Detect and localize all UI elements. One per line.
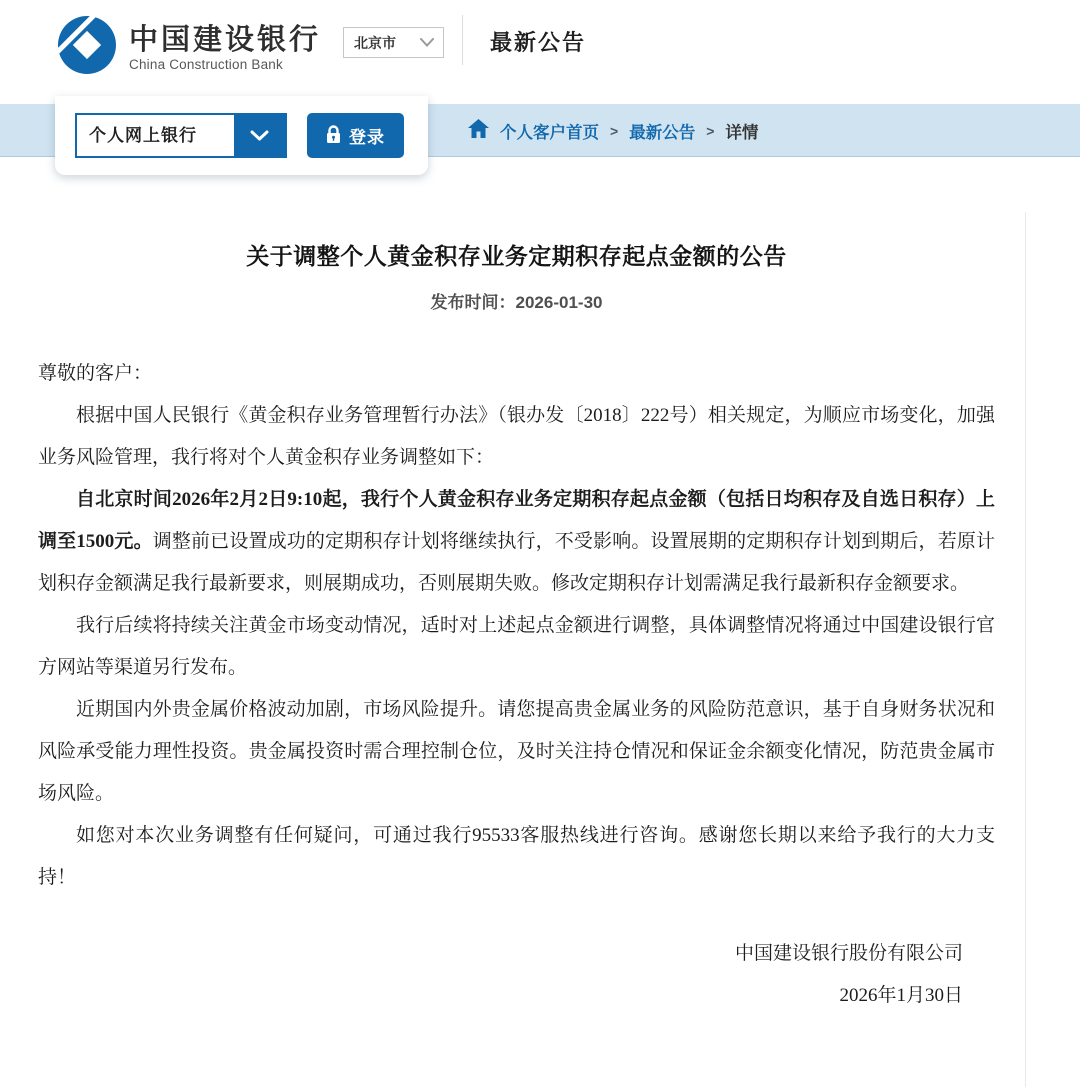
signature-date: 2026年1月30日 xyxy=(839,985,963,1006)
ccb-logo-link[interactable] xyxy=(55,13,321,82)
login-card xyxy=(55,96,428,175)
login-button-label: 登录 xyxy=(349,128,385,147)
paragraph-bold-run: 自北京时间2026年2月2日9:10起，我行个人黄金积存业务定期积存起点金额（包括日均积存及自选日积存）上调至1500元。 xyxy=(38,489,995,552)
paragraph-text: 近期国内外贵金属价格波动加剧，市场风险提升。请您提高贵金属业务的风险防范意识，基于自身财务状况和风险承受能力理性投资。贵金属投资时需合理控制仓位，及时关注持仓情况和保证金余额变化情况，防范贵金属市场风险。 xyxy=(38,699,995,804)
channel-select[interactable] xyxy=(75,113,287,158)
paragraph-text: 我行后续将持续关注黄金市场变动情况，适时对上述起点金额进行调整，具体调整情况将通过中国建设银行官方网站等渠道另行发布。 xyxy=(38,615,995,678)
publish-date-value: 2026-01-30 xyxy=(515,293,603,312)
paragraph xyxy=(38,395,995,479)
breadcrumb-current: 详情 xyxy=(725,123,759,142)
bank-name-cn: 中国建设银行 xyxy=(129,23,322,56)
channel-select-value: 个人网上银行 xyxy=(89,126,197,145)
bank-name-en: China Construction Bank xyxy=(129,56,283,72)
site-section-title: 最新公告 xyxy=(490,30,587,55)
signature-block xyxy=(38,933,995,1017)
content-right-border xyxy=(1025,212,1026,1087)
bank-name xyxy=(129,24,321,72)
paragraph xyxy=(38,479,995,605)
paragraph xyxy=(38,689,995,815)
paragraph-text: 根据中国人民银行《黄金积存业务管理暂行办法》（银办发〔2018〕222号）相关规定，为顺应市场变化，加强业务风险管理，我行将对个人黄金积存业务调整如下： xyxy=(38,405,995,468)
breadcrumb-separator: > xyxy=(610,122,619,139)
paragraph xyxy=(38,605,995,689)
chevron-down-icon xyxy=(420,34,434,52)
announcement-title: 关于调整个人黄金积存业务定期积存起点金额的公告 xyxy=(246,244,787,269)
publish-date-line xyxy=(38,288,995,313)
region-select-value: 北京市 xyxy=(354,34,396,51)
chevron-down-icon[interactable] xyxy=(234,115,285,156)
breadcrumb-home-link[interactable]: 个人客户首页 xyxy=(500,123,599,142)
signature-company: 中国建设银行股份有限公司 xyxy=(734,943,963,964)
breadcrumb-separator: > xyxy=(706,122,715,139)
region-select[interactable] xyxy=(343,27,444,58)
ccb-logo-icon xyxy=(55,13,119,82)
header-divider xyxy=(462,15,463,65)
home-icon[interactable] xyxy=(468,119,489,143)
salutation: 尊敬的客户： xyxy=(38,363,153,384)
breadcrumb-section-link[interactable]: 最新公告 xyxy=(629,123,696,142)
announcement-article xyxy=(38,212,1023,1017)
paragraph-text: 如您对本次业务调整有任何疑问，可通过我行95533客服热线进行咨询。感谢您长期以来给予我行的大力支持！ xyxy=(38,825,995,888)
announcement-body xyxy=(38,353,995,899)
breadcrumb xyxy=(468,104,758,157)
publish-date-label: 发布时间： xyxy=(430,293,516,312)
lock-icon xyxy=(326,125,341,147)
site-header xyxy=(0,0,1080,104)
login-button[interactable] xyxy=(307,113,404,158)
paragraph-text: 调整前已设置成功的定期积存计划将继续执行，不受影响。设置展期的定期积存计划到期后，若原计划积存金额满足我行最新要求，则展期成功，否则展期失败。修改定期积存计划需满足我行最新积存金额要求。 xyxy=(38,531,995,594)
paragraph xyxy=(38,815,995,899)
